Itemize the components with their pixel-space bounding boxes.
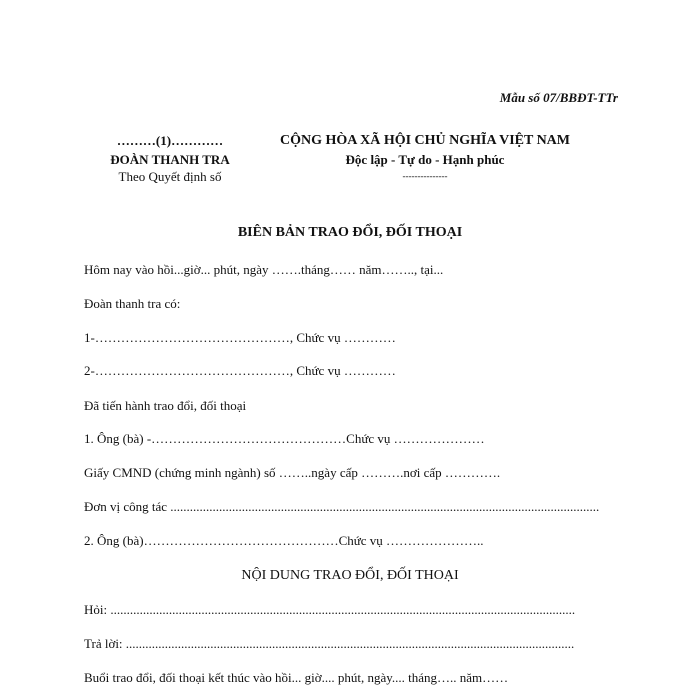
closing-time-line: Buổi trao đổi, đối thoại kết thúc vào hồi... giờ.... phút, ngày.... tháng….. năm…… <box>84 670 509 685</box>
form-code: Mẫu số 07/BBĐT-TTr <box>499 90 618 105</box>
document-title: BIÊN BẢN TRAO ĐỔI, ĐỐI THOẠI <box>237 225 463 240</box>
workplace-line: Đơn vị công tác .................................................................................................................................... <box>84 499 600 514</box>
id-card-line: Giấy CMND (chứng minh ngành) số ……..ngày cấp ……….nơi cấp …………. <box>84 465 501 480</box>
answer-line: Trả lời: .......................................................................................................................................... <box>84 636 575 651</box>
dialogue-held-label: Đã tiến hành trao đổi, đối thoại <box>84 398 247 413</box>
issuer-placeholder: ………(1)………… <box>116 133 224 148</box>
team-member-2: 2-………………………………………, Chức vụ ………… <box>84 363 396 378</box>
question-line: Hỏi: ............................................................................................................................................... <box>84 602 576 617</box>
country-name: CỘNG HÒA XÃ HỘI CHỦ NGHĨA VIỆT NAM <box>279 133 570 148</box>
meeting-time-line: Hôm nay vào hồi...giờ... phút, ngày …….tháng…… năm…….., tại... <box>84 262 444 277</box>
motto-divider: --------------- <box>402 171 448 181</box>
team-members-label: Đoàn thanh tra có: <box>84 296 181 311</box>
issuing-body-header <box>100 131 240 185</box>
participant-1: 1. Ông (bà) -………………………………………Chức vụ ………………… <box>84 431 485 446</box>
section-title: NỘI DUNG TRAO ĐỔI, ĐỐI THOẠI <box>241 568 459 583</box>
inspection-team-label: ĐOÀN THANH TRA <box>110 152 230 167</box>
national-header <box>265 131 585 184</box>
national-motto: Độc lập - Tự do - Hạnh phúc <box>345 152 505 167</box>
decision-reference: Theo Quyết định số <box>118 169 222 184</box>
participant-2: 2. Ông (bà)………………………………………Chức vụ ………………….. <box>84 533 484 548</box>
team-member-1: 1-………………………………………, Chức vụ ………… <box>84 330 396 345</box>
